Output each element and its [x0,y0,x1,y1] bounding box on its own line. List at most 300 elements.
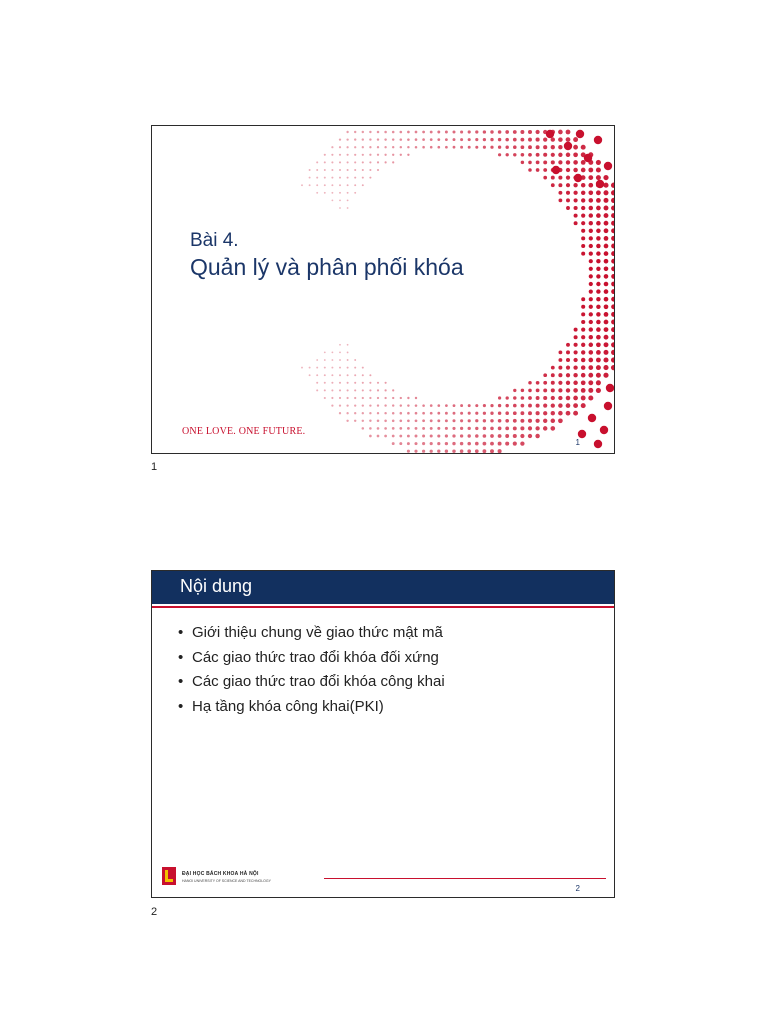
decorative-dot [543,153,547,157]
decorative-dot [574,335,578,339]
decorative-dot [324,389,326,391]
decorative-dot [574,343,578,347]
decorative-dot [460,146,463,149]
list-item: • Hạ tầng khóa công khai(PKI) [178,695,445,720]
decorative-dot [422,138,425,141]
decorative-dot [589,229,593,233]
decorative-dot [588,395,593,400]
decorative-dot [543,404,547,408]
decorative-dot [600,426,608,434]
decorative-dot [604,274,609,279]
decorative-dot [551,145,555,149]
decorative-dot [536,161,540,165]
decorative-dot [611,350,615,355]
decorative-dot [551,160,555,164]
decorative-dot [324,154,326,156]
decorative-dot [468,434,471,437]
decorative-dot [564,142,572,150]
decorative-dot [362,374,364,376]
decorative-dot [430,427,433,430]
decorative-dot [589,305,593,309]
decorative-dot [369,427,372,430]
bullet-icon: • [178,624,184,641]
decorative-dot [331,351,333,353]
decorative-dot [362,131,364,133]
decorative-dot [400,412,403,415]
decorative-dot [422,427,425,430]
decorative-dot [399,131,402,134]
decorative-dot [384,397,386,399]
decorative-dot [354,192,356,194]
decorative-dot [596,380,601,385]
decorative-dot [596,236,601,241]
decorative-dot [603,190,608,195]
decorative-dot [588,388,593,393]
decorative-dot [430,404,433,407]
decorative-dot [596,365,601,370]
decorative-dot [604,251,609,256]
decorative-dot [573,403,578,408]
decorative-dot [573,137,578,142]
decorative-dot [604,198,609,203]
decorative-dot [596,312,601,317]
decorative-dot [483,442,487,446]
slide-title: Quản lý và phân phối khóa [190,254,464,280]
decorative-dot [611,190,615,195]
decorative-dot [347,161,349,163]
decorative-dot [558,358,562,362]
decorative-dot [437,404,440,407]
decorative-dot [309,374,311,376]
decorative-dot [520,426,524,430]
decorative-dot [596,175,601,180]
slide-2 [151,570,615,898]
decorative-dot [611,342,615,347]
decorative-dot [475,434,479,438]
decorative-dot [498,153,501,156]
decorative-dot [339,138,341,140]
decorative-dot [573,152,578,157]
decorative-dot [558,191,562,195]
decorative-dot [604,282,609,287]
decorative-dot [407,442,410,445]
decorative-dot [513,434,517,438]
decorative-dot [483,419,486,422]
decorative-dot [460,434,463,437]
decorative-dot [581,145,586,150]
decorative-dot [354,161,356,163]
decorative-dot [505,130,509,134]
bullet-icon: • [178,648,184,666]
decorative-dot [551,411,555,415]
decorative-dot [453,138,456,141]
decorative-dot [460,138,463,141]
decorative-dot [392,146,394,148]
decorative-dot [594,136,602,144]
decorative-dot [392,397,394,399]
decorative-dot [316,359,318,361]
decorative-dot [596,342,601,347]
decorative-dot [498,138,501,141]
footer-divider [324,878,606,879]
decorative-dot [573,388,578,393]
decorative-dot [369,397,371,399]
decorative-dot [551,366,555,370]
decorative-dot [377,389,379,391]
decorative-dot [581,358,585,362]
decorative-dot [528,404,532,408]
header-divider [152,606,614,608]
decorative-dot [596,373,601,378]
decorative-dot [490,404,493,407]
decorative-dot [521,153,525,157]
decorative-dot [505,419,509,423]
decorative-dot [513,442,517,446]
decorative-dot [536,396,540,400]
decorative-dot [566,366,570,370]
decorative-dot [467,442,471,446]
decorative-dot [347,199,349,201]
decorative-dot [369,154,371,156]
decorative-dot [566,373,570,377]
decorative-dot [611,259,615,264]
decorative-dot [566,350,570,354]
decorative-dot [400,138,403,141]
decorative-dot [603,365,608,370]
university-slogan: ONE LOVE. ONE FUTURE. [182,426,306,437]
decorative-dot [603,175,608,180]
decorative-dot [430,131,433,134]
university-logo-icon [162,867,176,885]
decorative-dot [498,146,501,149]
decorative-dot [574,221,578,225]
decorative-dot [498,396,501,399]
decorative-dot [551,183,555,187]
decorative-dot [369,389,371,391]
content-list [178,621,445,719]
decorative-dot [596,213,601,218]
decorative-dot [588,168,593,173]
decorative-dot [384,154,386,156]
decorative-dot [369,177,371,179]
decorative-dot [385,161,387,163]
decorative-dot [513,389,516,392]
decorative-dot [377,412,379,414]
decorative-dot [339,199,341,201]
decorative-dot [339,374,341,376]
decorative-dot [543,145,547,149]
decorative-dot [604,259,609,264]
decorative-dot [581,320,585,324]
decorative-dot [573,411,578,416]
decorative-dot [362,161,364,163]
decorative-dot [362,169,364,171]
decorative-dot [362,412,364,414]
decorative-dot [573,191,577,195]
decorative-dot [573,160,578,165]
decorative-dot [536,404,540,408]
decorative-dot [581,168,586,173]
decorative-dot [384,427,387,430]
decorative-dot [581,365,586,370]
decorative-dot [543,373,547,377]
decorative-dot [384,435,387,438]
decorative-dot [490,130,493,133]
decorative-dot [377,420,380,423]
decorative-dot [558,137,563,142]
decorative-dot [452,434,455,437]
decorative-dot [581,229,585,233]
decorative-dot [354,367,356,369]
decorative-dot [581,343,585,347]
decorative-dot [558,176,562,180]
decorative-dot [611,244,615,249]
decorative-dot [331,367,333,369]
decorative-dot [498,130,502,134]
decorative-dot [331,154,333,156]
decorative-dot [528,434,532,438]
decorative-dot [513,138,517,142]
decorative-dot [369,169,371,171]
decorative-dot [558,411,563,416]
decorative-dot [603,373,608,378]
decorative-dot [324,367,326,369]
slide-1 [151,125,615,454]
decorative-dot [339,344,341,346]
decorative-dot [452,449,455,452]
decorative-dot [324,161,326,163]
decorative-dot [377,169,379,171]
decorative-dot [520,138,524,142]
decorative-dot [483,130,486,133]
decorative-dot [611,320,615,325]
decorative-dot [415,419,418,422]
decorative-dot [558,373,562,377]
decorative-dot [490,434,494,438]
decorative-dot [399,419,402,422]
decorative-dot [377,404,379,406]
decorative-dot [445,412,448,415]
decorative-dot [324,177,326,179]
decorative-dot [445,138,448,141]
decorative-dot [589,312,593,316]
decorative-dot [347,169,349,171]
decorative-dot [528,419,532,423]
decorative-dot [490,419,493,422]
decorative-dot [573,145,578,150]
decorative-dot [468,130,471,133]
decorative-dot [505,411,509,415]
decorative-dot [543,160,547,164]
decorative-dot [581,213,585,217]
decorative-dot [550,426,555,431]
decorative-dot [603,357,608,362]
decorative-dot [347,192,349,194]
decorative-dot [384,131,387,134]
decorative-dot [460,412,463,415]
decorative-dot [452,442,455,445]
decorative-dot [460,419,463,422]
decorative-dot [354,359,356,361]
decorative-dot [400,146,402,148]
decorative-dot [377,131,380,134]
decorative-dot [536,130,540,134]
decorative-dot [581,183,586,188]
decorative-dot [369,412,371,414]
decorative-dot [611,327,615,332]
decorative-dot [604,342,609,347]
decorative-dot [589,274,593,278]
decorative-dot [604,244,609,249]
decorative-dot [589,198,594,203]
bullet-icon: • [178,697,184,715]
decorative-dot [475,130,478,133]
decorative-dot [475,442,479,446]
decorative-dot [407,154,409,156]
decorative-dot [362,154,364,156]
decorative-dot [331,405,333,407]
decorative-dot [384,420,387,423]
decorative-dot [566,160,570,164]
decorative-dot [316,374,318,376]
decorative-dot [581,305,585,309]
decorative-dot [377,382,379,384]
decorative-dot [589,320,593,324]
decorative-dot [589,259,593,263]
decorative-dot [483,434,487,438]
decorative-dot [309,367,311,369]
decorative-dot [551,373,555,377]
decorative-dot [309,177,311,179]
decorative-dot [528,381,532,385]
decorative-dot [498,449,502,453]
decorative-dot [588,373,593,378]
decorative-dot [589,206,593,210]
decorative-dot [611,289,615,294]
decorative-dot [468,404,471,407]
decorative-dot [573,183,577,187]
decorative-dot [392,435,395,438]
decorative-dot [581,396,586,401]
decorative-dot [316,192,318,194]
decorative-dot [346,420,348,422]
decorative-dot [604,289,609,294]
list-item: • Giới thiệu chung về giao thức mật mã [178,621,445,646]
decorative-dot [505,427,509,431]
decorative-dot [430,412,433,415]
decorative-dot [589,267,593,271]
decorative-dot [347,367,349,369]
decorative-dot [520,434,524,438]
decorative-dot [437,434,440,437]
page-label: 1 [151,461,158,473]
decorative-dot [581,380,586,385]
decorative-dot [415,397,417,399]
decorative-dot [490,412,493,415]
decorative-dot [596,251,600,255]
decorative-dot [331,177,333,179]
decorative-dot [543,168,547,172]
decorative-dot [392,154,394,156]
decorative-dot [407,138,410,141]
decorative-dot [339,207,341,209]
decorative-dot [551,153,555,157]
decorative-dot [377,435,380,438]
decorative-dot [498,404,501,407]
decorative-dot [588,365,593,370]
decorative-dot [520,411,524,415]
decorative-dot [430,138,433,141]
decorative-dot [566,396,571,401]
decorative-dot [354,404,356,406]
decorative-dot [566,183,570,187]
decorative-dot [354,154,356,156]
decorative-dot [384,389,386,391]
decorative-dot [604,228,609,233]
decorative-dot [437,419,440,422]
decorative-dot [324,169,326,171]
decorative-dot [611,297,615,302]
decorative-dot [589,244,593,248]
decorative-dot [589,236,593,240]
decorative-dot [611,274,615,279]
decorative-dot [414,450,417,453]
decorative-dot [604,206,609,211]
decorative-dot [415,427,418,430]
decorative-dot [604,335,609,340]
decorative-dot [445,434,448,437]
decorative-dot [543,137,547,141]
decorative-dot [392,442,395,445]
decorative-dot [445,419,448,422]
decorative-dot [347,359,349,361]
decorative-dot [316,367,318,369]
decorative-dot [505,442,509,446]
decorative-dot [581,297,585,301]
decorative-dot [483,404,486,407]
decorative-dot [347,374,349,376]
decorative-dot [606,384,614,392]
decorative-dot [369,161,371,163]
decorative-dot [400,397,402,399]
decorative-dot [521,404,525,408]
decorative-dot [369,146,371,148]
lesson-number: Bài 4. [190,230,239,251]
decorative-dot [535,426,539,430]
decorative-dot [475,427,478,430]
decorative-dot [354,184,356,186]
decorative-dot [399,427,402,430]
page-label: 2 [151,906,158,918]
decorative-dot [604,297,609,302]
decorative-dot [339,169,341,171]
decorative-dot [347,382,349,384]
decorative-dot [596,358,601,363]
decorative-dot [415,131,418,134]
decorative-dot [581,206,585,210]
decorative-dot [354,420,356,422]
decorative-dot [422,404,425,407]
decorative-dot [596,160,601,165]
decorative-dot [324,351,326,353]
decorative-dot [331,389,333,391]
decorative-dot [339,412,341,414]
decorative-dot [354,138,356,140]
decorative-dot [392,404,394,406]
decorative-dot [437,412,440,415]
decorative-dot [596,282,600,286]
decorative-dot [460,427,463,430]
